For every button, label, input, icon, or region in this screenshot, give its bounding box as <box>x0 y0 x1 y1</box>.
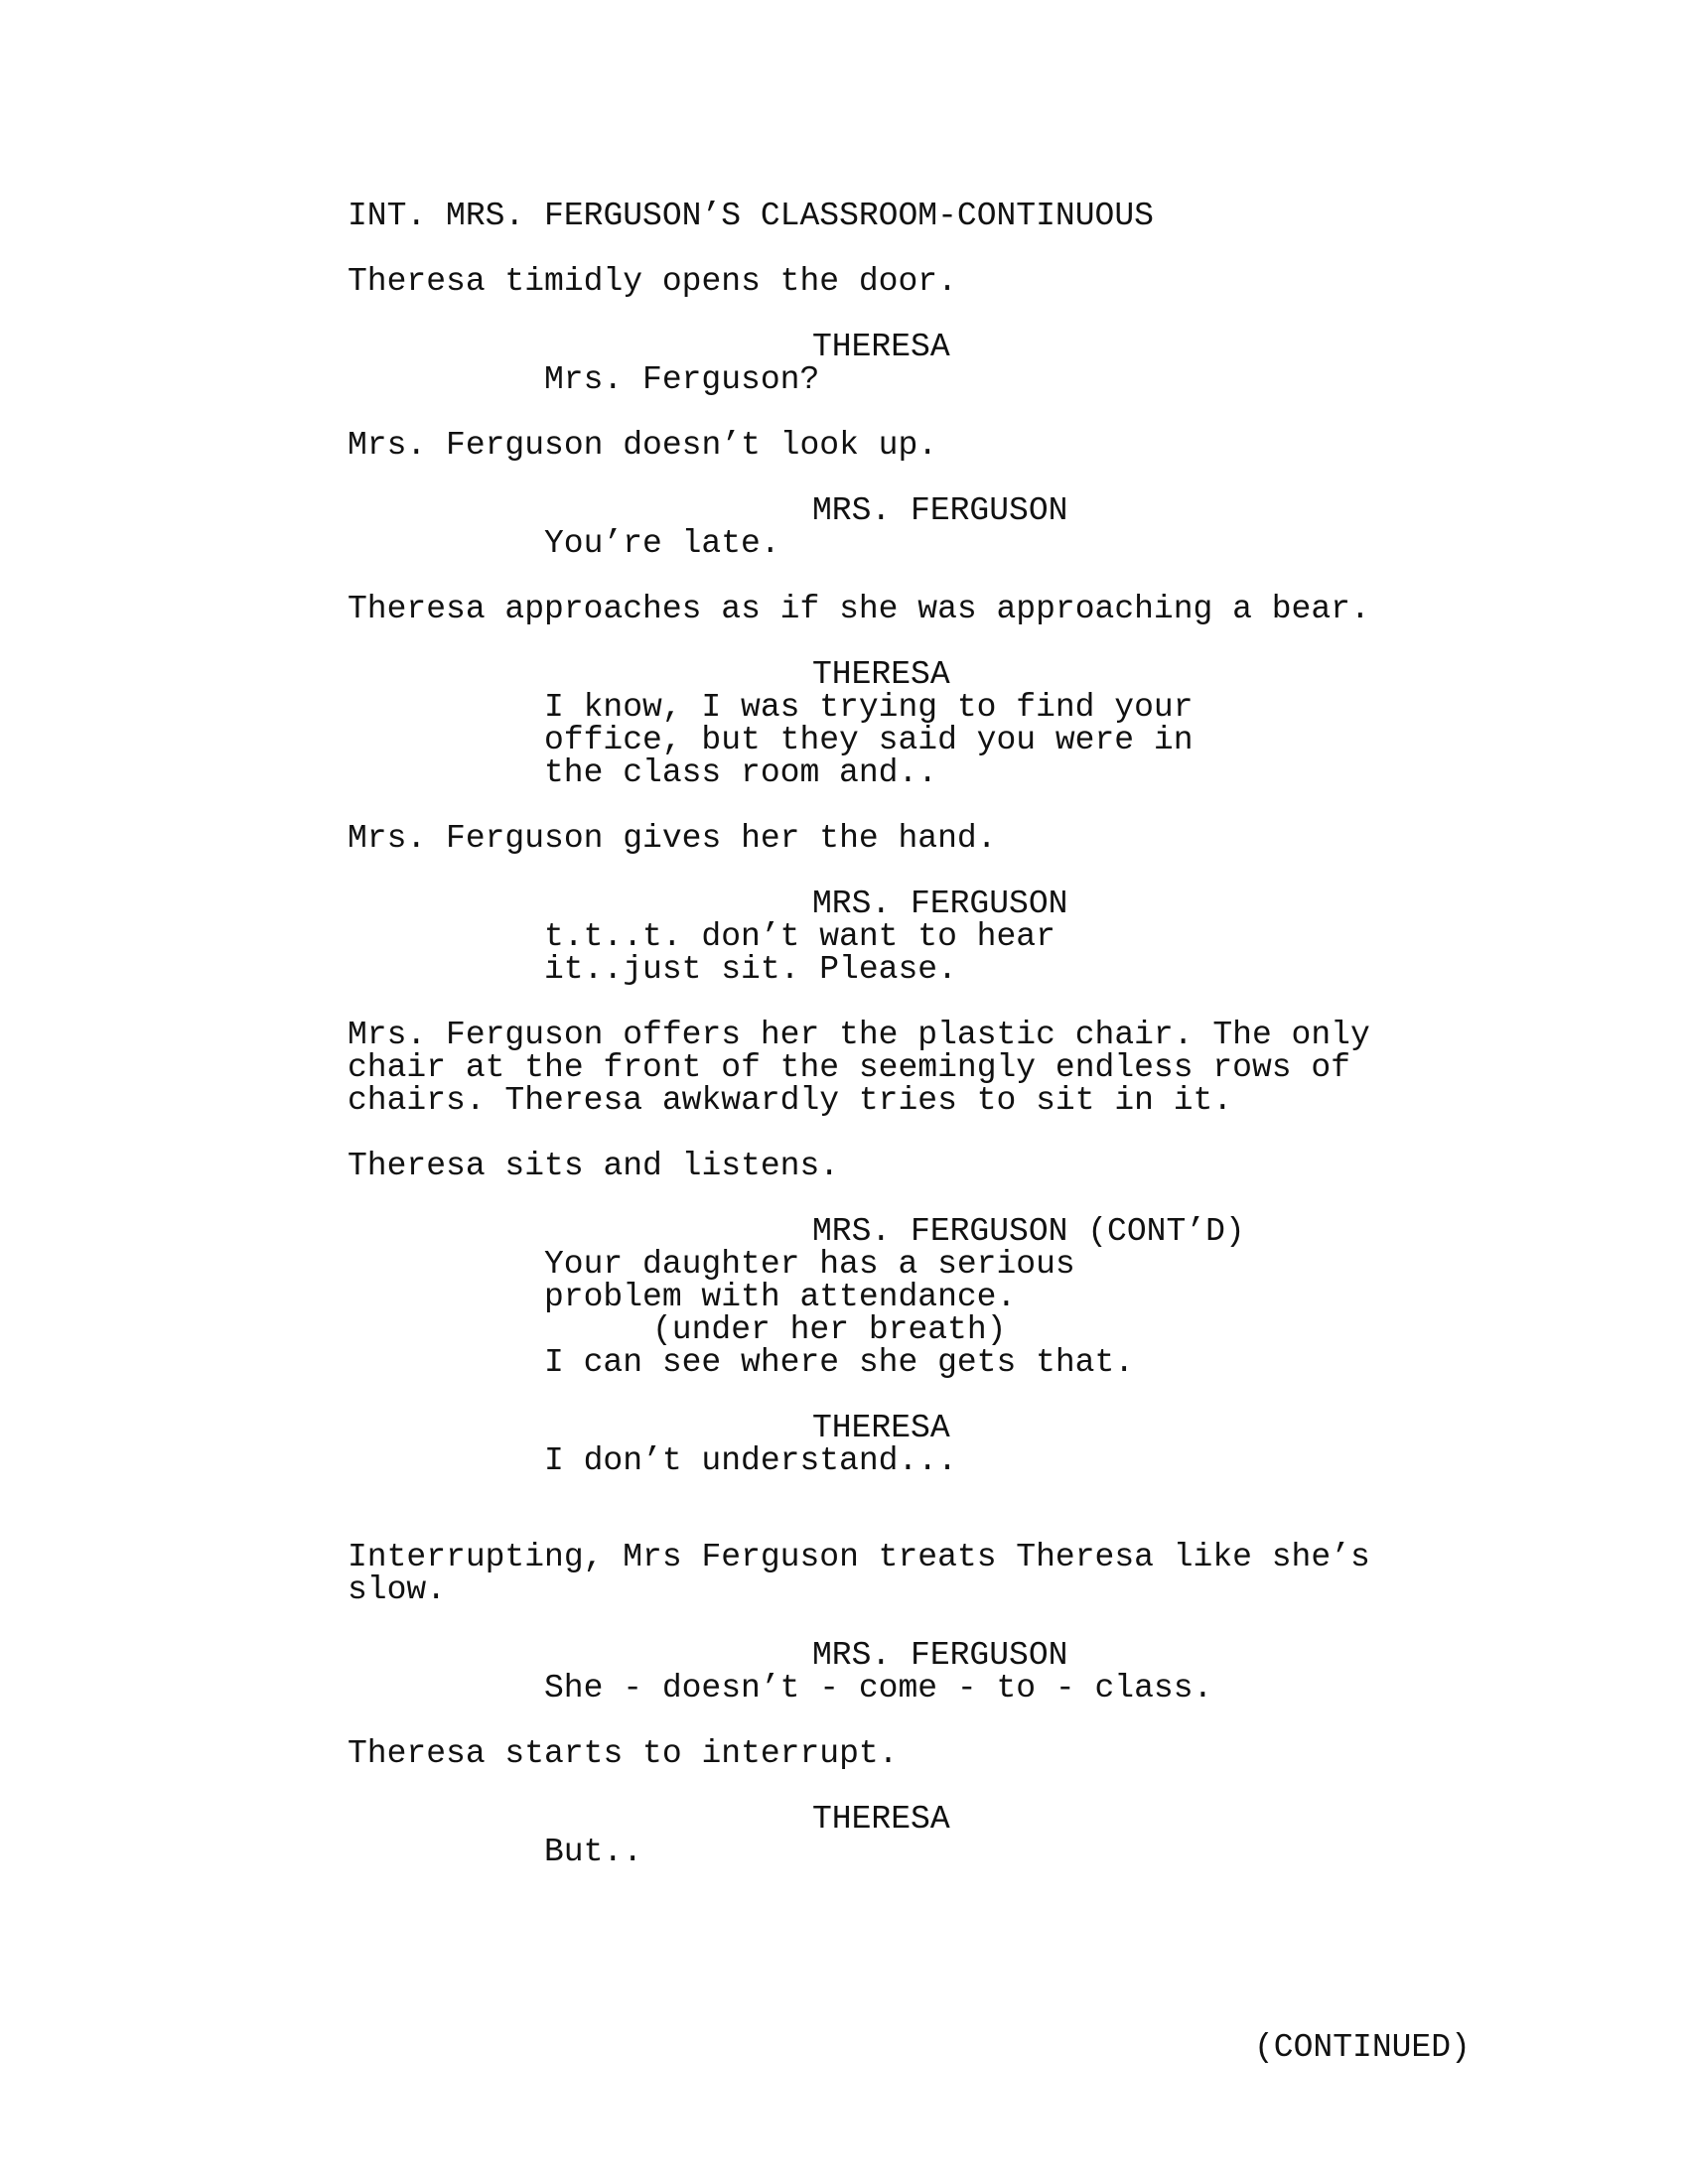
action-line: Theresa sits and listens. <box>348 1148 840 1184</box>
dialogue-line: office, but they said you were in <box>544 722 1194 758</box>
action-line: Theresa approaches as if she was approaching a bear. <box>348 591 1370 627</box>
dialogue-line: Your daughter has a serious <box>544 1246 1075 1283</box>
character-cue: MRS. FERGUSON <box>812 886 1068 922</box>
dialogue-line: She - doesn’t - come - to - class. <box>544 1670 1213 1706</box>
character-cue: THERESA <box>812 329 950 365</box>
dialogue-line: I know, I was trying to find your <box>544 689 1194 726</box>
character-cue: THERESA <box>812 656 950 693</box>
dialogue-line: it..just sit. Please. <box>544 951 957 988</box>
action-line: Mrs. Ferguson doesn’t look up. <box>348 427 938 464</box>
action-line: Theresa starts to interrupt. <box>348 1735 899 1772</box>
action-line: Mrs. Ferguson gives her the hand. <box>348 820 997 857</box>
parenthetical: (under her breath) <box>652 1311 1007 1348</box>
character-cue: THERESA <box>812 1410 950 1446</box>
action-line: Interrupting, Mrs Ferguson treats Theresa like she’s <box>348 1539 1370 1575</box>
dialogue-line: You’re late. <box>544 525 780 562</box>
dialogue-line: I don’t understand... <box>544 1442 957 1479</box>
dialogue-line: But.. <box>544 1834 643 1870</box>
character-cue: THERESA <box>812 1801 950 1838</box>
dialogue-line: t.t..t. don’t want to hear <box>544 918 1055 955</box>
action-line: slow. <box>348 1571 447 1608</box>
dialogue-line: the class room and.. <box>544 754 938 791</box>
action-line: chair at the front of the seemingly endless rows of <box>348 1049 1350 1086</box>
scene-heading: INT. MRS. FERGUSON’S CLASSROOM-CONTINUOUS <box>348 198 1154 234</box>
dialogue-line: Mrs. Ferguson? <box>544 361 820 398</box>
character-cue: MRS. FERGUSON <box>812 1637 1068 1674</box>
action-line: chairs. Theresa awkwardly tries to sit in it. <box>348 1082 1233 1119</box>
dialogue-line: I can see where she gets that. <box>544 1344 1135 1381</box>
character-cue: MRS. FERGUSON (CONT’D) <box>812 1213 1245 1250</box>
action-line: Theresa timidly opens the door. <box>348 263 957 300</box>
continued-marker: (CONTINUED) <box>1254 2029 1471 2066</box>
character-cue: MRS. FERGUSON <box>812 492 1068 529</box>
dialogue-line: problem with attendance. <box>544 1279 1017 1315</box>
action-line: Mrs. Ferguson offers her the plastic chair. The only <box>348 1017 1370 1053</box>
